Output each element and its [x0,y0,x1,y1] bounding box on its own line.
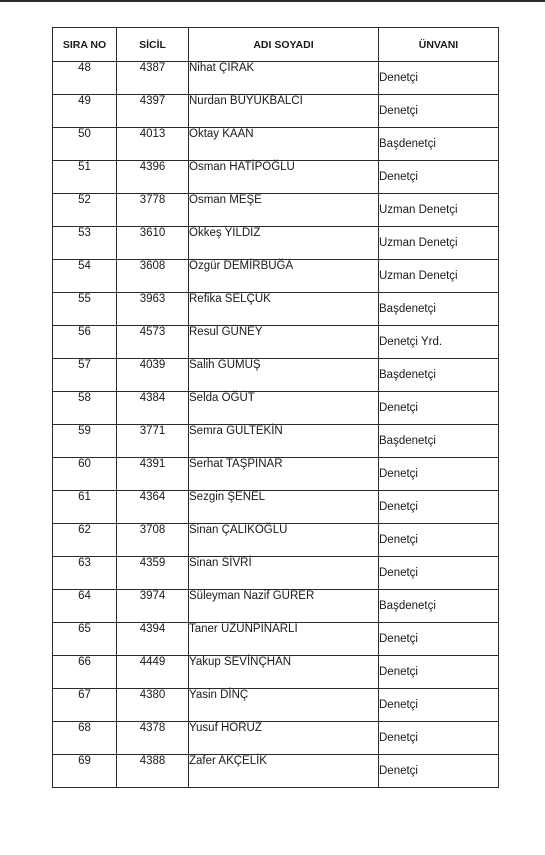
cell-sira-no: 65 [53,623,117,656]
cell-sira-no: 55 [53,293,117,326]
cell-adi-soyadi: Refika SELÇUK [189,293,379,326]
cell-sicil: 4397 [117,95,189,128]
table-row [53,260,499,293]
header-sicil: SİCİL [117,28,189,62]
cell-sicil: 4013 [117,128,189,161]
cell-sicil: 4384 [117,392,189,425]
cell-unvani: Denetçi [379,458,499,491]
table-body [53,62,499,788]
cell-sira-no: 62 [53,524,117,557]
cell-sira-no: 67 [53,689,117,722]
cell-sicil: 4394 [117,623,189,656]
cell-sira-no: 52 [53,194,117,227]
cell-sira-no: 54 [53,260,117,293]
cell-adi-soyadi: Yusuf HORUZ [189,722,379,755]
cell-adi-soyadi: Ökkeş YILDIZ [189,227,379,260]
table-row [53,458,499,491]
table-row [53,722,499,755]
cell-sira-no: 53 [53,227,117,260]
cell-sira-no: 56 [53,326,117,359]
cell-sira-no: 63 [53,557,117,590]
cell-sicil: 3608 [117,260,189,293]
cell-sira-no: 57 [53,359,117,392]
cell-sicil: 4449 [117,656,189,689]
cell-unvani: Başdenetçi [379,293,499,326]
cell-sira-no: 68 [53,722,117,755]
cell-sicil: 4380 [117,689,189,722]
table-row [53,590,499,623]
cell-sicil: 4359 [117,557,189,590]
cell-unvani: Denetçi [379,689,499,722]
table-row [53,623,499,656]
cell-sira-no: 66 [53,656,117,689]
table-row [53,128,499,161]
cell-sicil: 3708 [117,524,189,557]
cell-sira-no: 51 [53,161,117,194]
cell-adi-soyadi: Semra GÜLTEKİN [189,425,379,458]
table-row [53,425,499,458]
table-row [53,293,499,326]
cell-sira-no: 58 [53,392,117,425]
cell-unvani: Denetçi [379,161,499,194]
cell-sira-no: 69 [53,755,117,788]
cell-unvani: Uzman Denetçi [379,194,499,227]
cell-sicil: 3974 [117,590,189,623]
top-divider [0,0,545,2]
cell-adi-soyadi: Yasin DİNÇ [189,689,379,722]
table-row [53,359,499,392]
cell-unvani: Denetçi Yrd. [379,326,499,359]
cell-adi-soyadi: Taner UZUNPINARLI [189,623,379,656]
cell-sicil: 4396 [117,161,189,194]
header-unvani: ÜNVANI [379,28,499,62]
cell-unvani: Uzman Denetçi [379,260,499,293]
table-row [53,491,499,524]
cell-sira-no: 60 [53,458,117,491]
cell-adi-soyadi: Özgür DEMİRBUĞA [189,260,379,293]
cell-sira-no: 48 [53,62,117,95]
table-row [53,194,499,227]
table-row [53,62,499,95]
cell-unvani: Başdenetçi [379,590,499,623]
cell-unvani: Denetçi [379,623,499,656]
table-row [53,326,499,359]
cell-adi-soyadi: Zafer AKÇELİK [189,755,379,788]
cell-sicil: 4378 [117,722,189,755]
header-adi-soyadi: ADI SOYADI [189,28,379,62]
table-header-row [53,28,499,62]
cell-unvani: Denetçi [379,524,499,557]
cell-unvani: Denetçi [379,95,499,128]
cell-sicil: 4391 [117,458,189,491]
cell-adi-soyadi: Osman HATİPOĞLU [189,161,379,194]
cell-unvani: Denetçi [379,62,499,95]
table-row [53,656,499,689]
cell-adi-soyadi: Salih GÜMÜŞ [189,359,379,392]
table-row [53,161,499,194]
cell-sicil: 4039 [117,359,189,392]
cell-adi-soyadi: Nihat ÇIRAK [189,62,379,95]
cell-unvani: Başdenetçi [379,359,499,392]
cell-adi-soyadi: Selda ÖĞÜT [189,392,379,425]
table-row [53,755,499,788]
cell-sicil: 4364 [117,491,189,524]
table-row [53,689,499,722]
cell-sira-no: 59 [53,425,117,458]
cell-unvani: Uzman Denetçi [379,227,499,260]
cell-sicil: 4388 [117,755,189,788]
cell-unvani: Denetçi [379,392,499,425]
cell-sicil: 3610 [117,227,189,260]
cell-adi-soyadi: Süleyman Nazif GÜRER [189,590,379,623]
cell-sicil: 3771 [117,425,189,458]
personnel-table [52,27,499,788]
cell-sicil: 3778 [117,194,189,227]
cell-adi-soyadi: Serhat TAŞPINAR [189,458,379,491]
cell-sicil: 4387 [117,62,189,95]
cell-adi-soyadi: Osman MEŞE [189,194,379,227]
cell-sira-no: 49 [53,95,117,128]
cell-sira-no: 61 [53,491,117,524]
cell-unvani: Denetçi [379,656,499,689]
cell-unvani: Başdenetçi [379,425,499,458]
cell-adi-soyadi: Sinan SİVRİ [189,557,379,590]
cell-unvani: Denetçi [379,491,499,524]
cell-adi-soyadi: Oktay KAAN [189,128,379,161]
cell-unvani: Denetçi [379,755,499,788]
cell-unvani: Denetçi [379,722,499,755]
cell-adi-soyadi: Yakup SEVİNÇHAN [189,656,379,689]
table-row [53,392,499,425]
cell-sicil: 4573 [117,326,189,359]
header-sira-no: SIRA NO [53,28,117,62]
cell-adi-soyadi: Resul GÜNEY [189,326,379,359]
cell-sira-no: 50 [53,128,117,161]
cell-sicil: 3963 [117,293,189,326]
cell-adi-soyadi: Nurdan BÜYÜKBALCI [189,95,379,128]
cell-sira-no: 64 [53,590,117,623]
cell-adi-soyadi: Sinan ÇALIKOĞLU [189,524,379,557]
table-row [53,557,499,590]
cell-unvani: Denetçi [379,557,499,590]
table-row [53,227,499,260]
table-row [53,524,499,557]
cell-adi-soyadi: Sezgin ŞENEL [189,491,379,524]
cell-unvani: Başdenetçi [379,128,499,161]
table-row [53,95,499,128]
